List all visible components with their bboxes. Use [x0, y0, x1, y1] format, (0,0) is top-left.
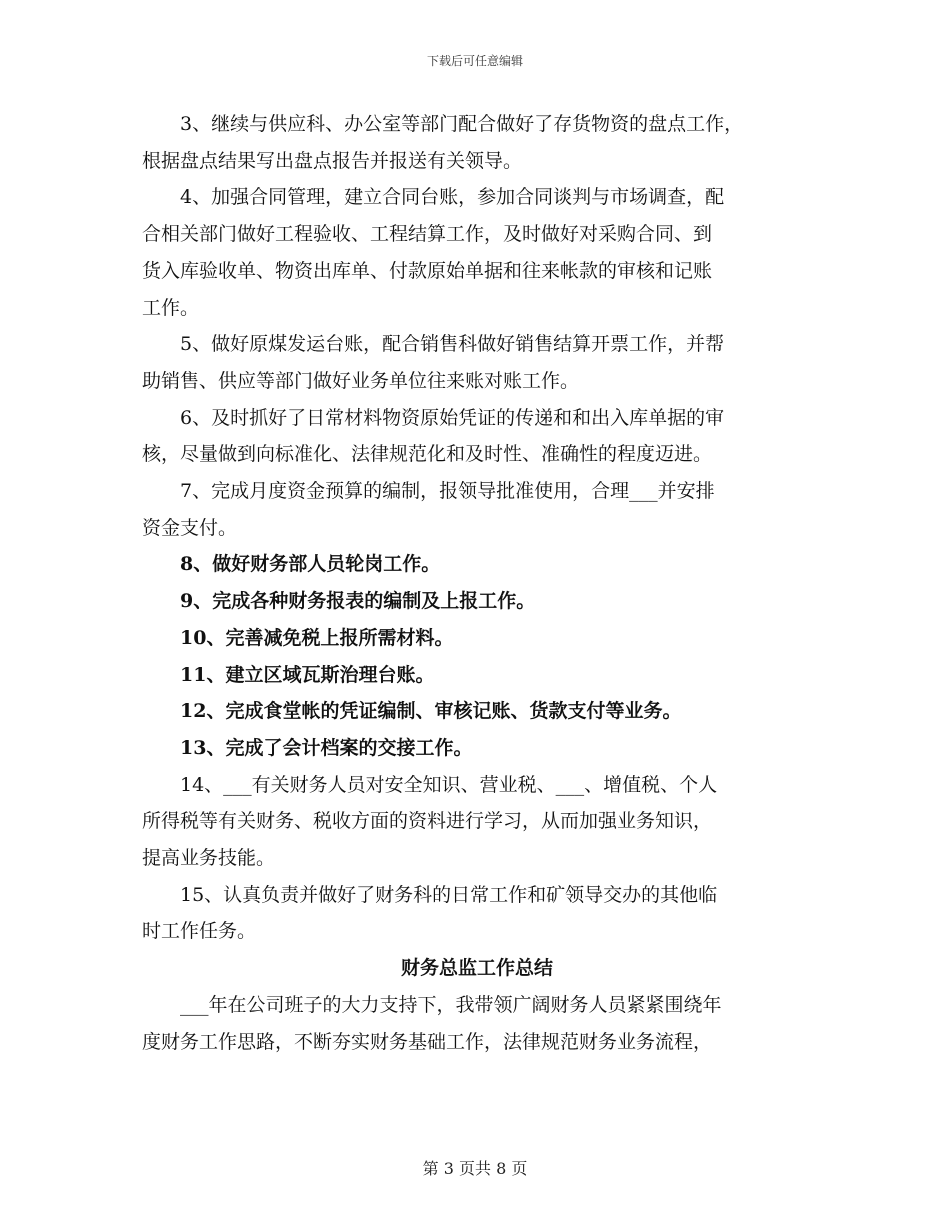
text-line: 14、___有关财务人员对安全知识、营业税、___、增值税、个人 [180, 773, 718, 796]
text-line: 3、继续与供应科、办公室等部门配合做好了存货物资的盘点工作， [180, 113, 744, 135]
section-title: 财务总监工作总结 [400, 957, 553, 980]
paragraph-13 [142, 730, 812, 767]
text-line: 所得税等有关财务、税收方面的资料进行学习，从而加强业务知识， [142, 810, 713, 833]
text-line: 8、做好财务部人员轮岗工作。 [180, 553, 441, 576]
text-line: 时工作任务。 [142, 920, 257, 943]
text-line: 工作。 [142, 296, 200, 319]
text-line: 6、及时抓好了日常材料物资原始凭证的传递和和出入库单据的审 [180, 406, 725, 429]
paragraph-10 [142, 620, 812, 657]
text-line: 根据盘点结果写出盘点报告并报送有关领导。 [142, 149, 523, 172]
page-footer: 第 3 页共 8 页 [422, 1159, 528, 1178]
text-line: 12、完成食堂帐的凭证编制、审核记账、货款支付等业务。 [180, 700, 682, 723]
paragraph-3 [142, 106, 812, 179]
paragraph-5 [142, 326, 812, 399]
paragraph-11 [142, 657, 812, 694]
text-line: 资金支付。 [142, 516, 238, 539]
text-line: ___年在公司班子的大力支持下，我带领广阔财务人员紧紧围绕年 [180, 993, 722, 1016]
paragraph-9 [142, 583, 812, 620]
text-line: 提高业务技能。 [142, 847, 276, 870]
text-line: 4、加强合同管理，建立合同台账，参加合同谈判与市场调查，配 [180, 186, 725, 209]
text-line: 10、完善减免税上报所需材料。 [180, 626, 454, 649]
text-line: 5、做好原煤发运台账，配合销售科做好销售结算开票工作，并帮 [180, 333, 725, 356]
text-line: 11、建立区域瓦斯治理台账。 [180, 663, 435, 686]
page-header: 下载后可任意编辑 [426, 54, 523, 68]
text-line: 13、完成了会计档案的交接工作。 [180, 736, 473, 759]
text-line: 度财务工作思路，不断夯实财务基础工作，法律规范财务业务流程， [142, 1030, 713, 1053]
text-line: 7、完成月度资金预算的编制，报领导批准使用，合理___并安排 [180, 480, 715, 503]
paragraph-4 [142, 179, 812, 326]
text-line: 核，尽量做到向标准化、法律规范化和及时性、准确性的程度迈进。 [142, 443, 713, 466]
paragraph-14 [142, 767, 812, 877]
paragraph-8 [142, 546, 812, 583]
paragraph-12 [142, 693, 812, 730]
paragraph-6 [142, 400, 812, 473]
paragraph-7 [142, 473, 812, 546]
text-line: 货入库验收单、物资出库单、付款原始单据和往来帐款的审核和记账 [142, 259, 713, 282]
text-line: 助销售、供应等部门做好业务单位往来账对账工作。 [142, 369, 580, 392]
text-line: 9、完成各种财务报表的编制及上报工作。 [180, 590, 536, 613]
text-line: 合相关部门做好工程验收、工程结算工作，及时做好对采购合同、到 [142, 223, 713, 246]
paragraph-15 [142, 877, 812, 950]
closing-paragraph [142, 987, 812, 1060]
document-body [142, 106, 812, 1060]
text-line: 15、认真负责并做好了财务科的日常工作和矿领导交办的其他临 [180, 883, 718, 906]
